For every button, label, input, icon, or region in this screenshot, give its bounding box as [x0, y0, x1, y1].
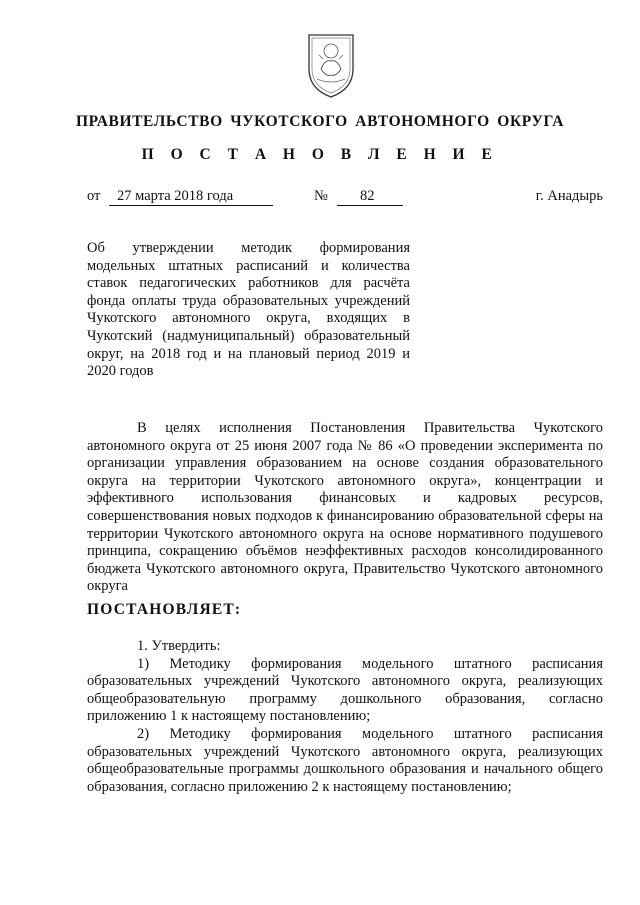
preamble-text: В целях исполнения Постановления Правительства Чукотского автономного округа от 25 июня 2007 года № 86 «О проведении эксперимента по организации управления образованием на основе создания образовательного округа на территории Чукотского автономного округа», концентрации и эффективного использования финансовых и кадровых ресурсов, совершенствования новых подходов к финансированию образовательной сферы на территории Чукотского автономного округа на основе нормативного подушевого принципа, сокращению объёмов неэффективных расходов консолидированного бюджета Чукотского автономного округа, Правительство Чукотского автономного округа [87, 420, 603, 595]
item-2: 2) Методику формирования модельного штатного расписания образовательных учреждений Чукотского автономного округа, реализующих общеобразовательные программы дошкольного образования и начального общего образования, согласно приложению 2 к настоящему постановлению; [87, 725, 603, 795]
chukotka-coat-of-arms-icon [303, 29, 359, 101]
preamble [87, 420, 603, 596]
government-title: ПРАВИТЕЛЬСТВО ЧУКОТСКОГО АВТОНОМНОГО ОКРУГА [75, 113, 565, 130]
item-1: 1) Методику формирования модельного штатного расписания образовательных учреждений Чукотского автономного округа, реализующих общеобразовательную программу дошкольного образования, согласно приложению 1 к настоящему постановлению; [87, 655, 603, 725]
date-prefix: от [87, 188, 101, 204]
document-subject [87, 240, 410, 381]
decree-items [87, 638, 603, 796]
document-number: 82 [337, 188, 403, 206]
decree-heading: ПОСТАНОВЛЯЕТ: [87, 601, 242, 618]
item-intro: 1. Утвердить: [137, 638, 221, 654]
subject-text: Об утверждении методик формирования модельных штатных расписаний и количества ставок педагогических работников для расчёта фонда оплаты труда образовательных учреждений Чукотского автономного округа, входящих в Чукотский (надмуниципальный) образовательный округ, на 2018 год и на плановый период 2019 и 2020 годов [87, 240, 410, 380]
date-number-row [87, 188, 603, 208]
city: г. Анадырь [535, 188, 603, 204]
document-type: П О С Т А Н О В Л Е Н И Е [141, 146, 499, 163]
document-date: 27 марта 2018 года [109, 188, 273, 206]
number-sign: № [314, 188, 328, 204]
